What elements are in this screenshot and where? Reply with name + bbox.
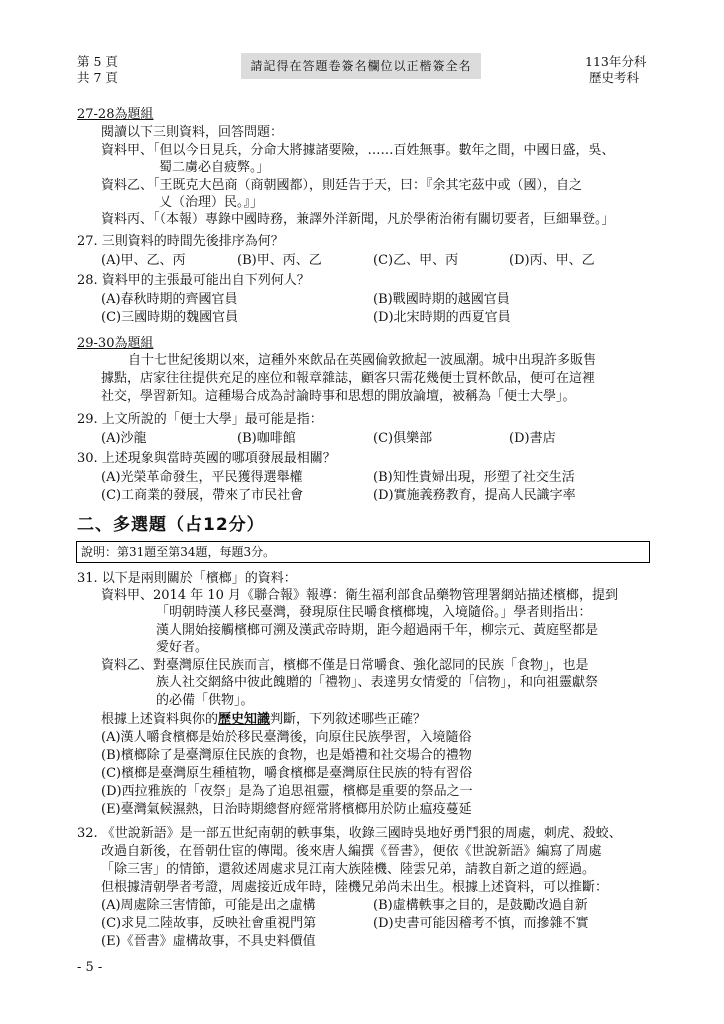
q31-source-a-line-1: 資料甲、2014 年 10 月《聯合報》報導：衛生福利部食品藥物管理署網站描述檳榔，提到 [101, 588, 619, 603]
passage-line-1: 自十七世紀後期以來，這種外來飲品在英國倫敦掀起一波風潮。城中出現許多販售 [128, 353, 597, 368]
source-a-line-1: 資料甲、「但以今日見兵，分命大將據諸要險，……百姓無事。數年之間，中國日盛，吳、 [101, 143, 615, 158]
question-29-stem: 29. 上文所說的「便士大學」最可能是指： [77, 412, 323, 427]
q30-option-b: (B)知性貴婦出現，形塑了社交生活 [373, 470, 575, 485]
q31-prompt-emphasis: 歷史知識 [218, 712, 271, 727]
q30-option-d: (D)實施義務教育，提高人民識字率 [373, 488, 576, 503]
q31-prompt [101, 712, 426, 728]
question-32-stem-line-1: 32. 《世說新語》是一部五世紀南朝的軼事集，收錄三國時吳地好勇鬥狠的周處，刺虎、殺蛟、 [77, 826, 622, 841]
source-c-line: 資料丙、「（本報）專錄中國時務，兼譯外洋新聞，凡於學術治術有關切要者，巨細畢登。」 [101, 212, 615, 227]
signature-notice-banner: 請記得在答題卷簽名欄位以正楷簽全名 [241, 53, 481, 79]
q29-option-d: (D)書店 [509, 431, 556, 446]
q28-option-c: (C)三國時期的魏國官員 [101, 310, 239, 325]
question-32-stem-line-2: 改過自新後，在晉朝仕宦的傳聞。後來唐人編撰《晉書》，便依《世說新語》編寫了周處 [101, 844, 602, 859]
q31-source-b-line-1: 資料乙、對臺灣原住民族而言，檳榔不僅是日常嚼食、強化認同的民族「食物」，也是 [101, 658, 589, 673]
passage-line-3: 社交，學習新知。這種場合成為討論時事和思想的開放論壇，被稱為「便士大學」。 [101, 389, 576, 404]
q30-option-c: (C)工商業的發展，帶來了市民社會 [101, 488, 304, 503]
question-30-stem: 30. 上述現象與當時英國的哪項發展最相關？ [77, 451, 336, 466]
q32-option-b: (B)虛構軼事之目的，是鼓勵改過自新 [373, 898, 588, 913]
group-27-28-title: 27-28為題組 [77, 107, 154, 122]
q27-option-a: (A)甲、乙、丙 [101, 253, 186, 268]
q29-option-b: (B)咖啡館 [237, 431, 296, 446]
q31-option-e: (E)臺灣氣候濕熱，日治時期總督府經常將檳榔用於防止瘟疫蔓延 [101, 802, 472, 817]
question-27-stem: 27. 三則資料的時間先後排序為何？ [77, 234, 284, 249]
q27-option-d: (D)丙、甲、乙 [509, 253, 595, 268]
page-current: 第 5 頁 [77, 54, 118, 69]
q31-option-a: (A)漢人嚼食檳榔是始於移民臺灣後，向原住民族學習，入境隨俗 [101, 730, 472, 745]
instruction-box [76, 541, 650, 563]
section-2-title: 二、多選題（占12分） [77, 515, 265, 535]
q31-option-d: (D)西拉雅族的「夜祭」是為了追思祖靈，檳榔是重要的祭品之一 [101, 784, 473, 799]
q32-option-a: (A)周處除三害情節，可能是出之虛構 [101, 898, 316, 913]
question-31-stem: 31. 以下是兩則關於「檳榔」的資料： [77, 571, 297, 586]
question-32-stem-line-3: 「除三害」的情節，還敘述周處求見江南大族陸機、陸雲兄弟，請教自新之道的經過。 [101, 862, 596, 877]
q28-option-d: (D)北宋時期的西夏官員 [373, 310, 511, 325]
q31-source-a-line-3: 漢人開始接觸檳榔可溯及漢武帝時期，距今超過兩千年，柳宗元、黃庭堅都是 [156, 623, 599, 638]
q27-option-b: (B)甲、丙、乙 [237, 253, 322, 268]
q30-option-a: (A)光榮革命發生，平民獲得選舉權 [101, 470, 303, 485]
q27-option-c: (C)乙、甲、丙 [373, 253, 459, 268]
group-29-30-title: 29-30為題組 [77, 336, 154, 351]
q32-option-e: (E)《晉書》虛構故事，不具史料價值 [101, 934, 316, 949]
question-32-stem-line-4: 但根據清朝學者考證，周處接近成年時，陸機兄弟尚未出生。根據上述資料，可以推斷： [101, 880, 609, 895]
source-b-line-1: 資料乙、「王既克大邑商（商朝國都），則廷告于天，曰：『余其宅茲中或（國），自之 [101, 178, 583, 193]
q32-option-d: (D)史書可能因稽考不慎，而摻雜不實 [373, 916, 589, 931]
q28-option-a: (A)春秋時期的齊國官員 [101, 292, 238, 307]
passage-line-2: 據點，店家往往提供充足的座位和報章雜誌，顧客只需花幾便士買杯飲品，便可在這裡 [101, 371, 596, 386]
q31-prompt-pre: 根據上述資料與你的 [101, 712, 219, 727]
exam-name: 113年分科 [585, 54, 647, 69]
q29-option-c: (C)俱樂部 [373, 431, 433, 446]
q31-source-b-line-3: 的必備「供物」。 [156, 693, 254, 708]
q29-option-a: (A)沙龍 [101, 431, 147, 446]
q31-prompt-post: 判斷，下列敘述哪些正確？ [270, 712, 427, 727]
source-b-line-2: 乂（治理）民。』」 [159, 195, 264, 210]
page-number-footer: - 5 - [77, 960, 103, 975]
q32-option-c: (C)求見二陸故事，反映社會重視門第 [101, 916, 317, 931]
group-27-28-intro: 閱讀以下三則資料，回答問題： [101, 125, 284, 140]
q31-option-c: (C)檳榔是臺灣原生種植物，嚼食檳榔是臺灣原住民族的特有習俗 [101, 766, 473, 781]
q28-option-b: (B)戰國時期的越國官員 [373, 292, 510, 307]
q31-option-b: (B)檳榔除了是臺灣原住民族的食物，也是婚禮和社交場合的禮物 [101, 748, 472, 763]
q31-source-a-line-4: 愛好者。 [156, 640, 209, 655]
subject-name: 歷史考科 [589, 70, 640, 85]
q31-source-b-line-2: 族人社交網絡中彼此餽贈的「禮物」、表達男女情愛的「信物」，和向祖靈獻祭 [156, 675, 599, 690]
source-a-line-2: 蜀二虜必自疲弊。」 [159, 160, 270, 175]
instruction-text: 說明：第31題至第34題，每題3分。 [81, 545, 276, 559]
page-total: 共 7 頁 [77, 70, 118, 85]
question-28-stem: 28. 資料甲的主張最可能出自下列何人？ [77, 273, 310, 288]
q31-source-a-line-2: 「明朝時漢人移民臺灣，發現原住民嚼食檳榔塊，入境隨俗。」學者則指出： [156, 605, 592, 620]
